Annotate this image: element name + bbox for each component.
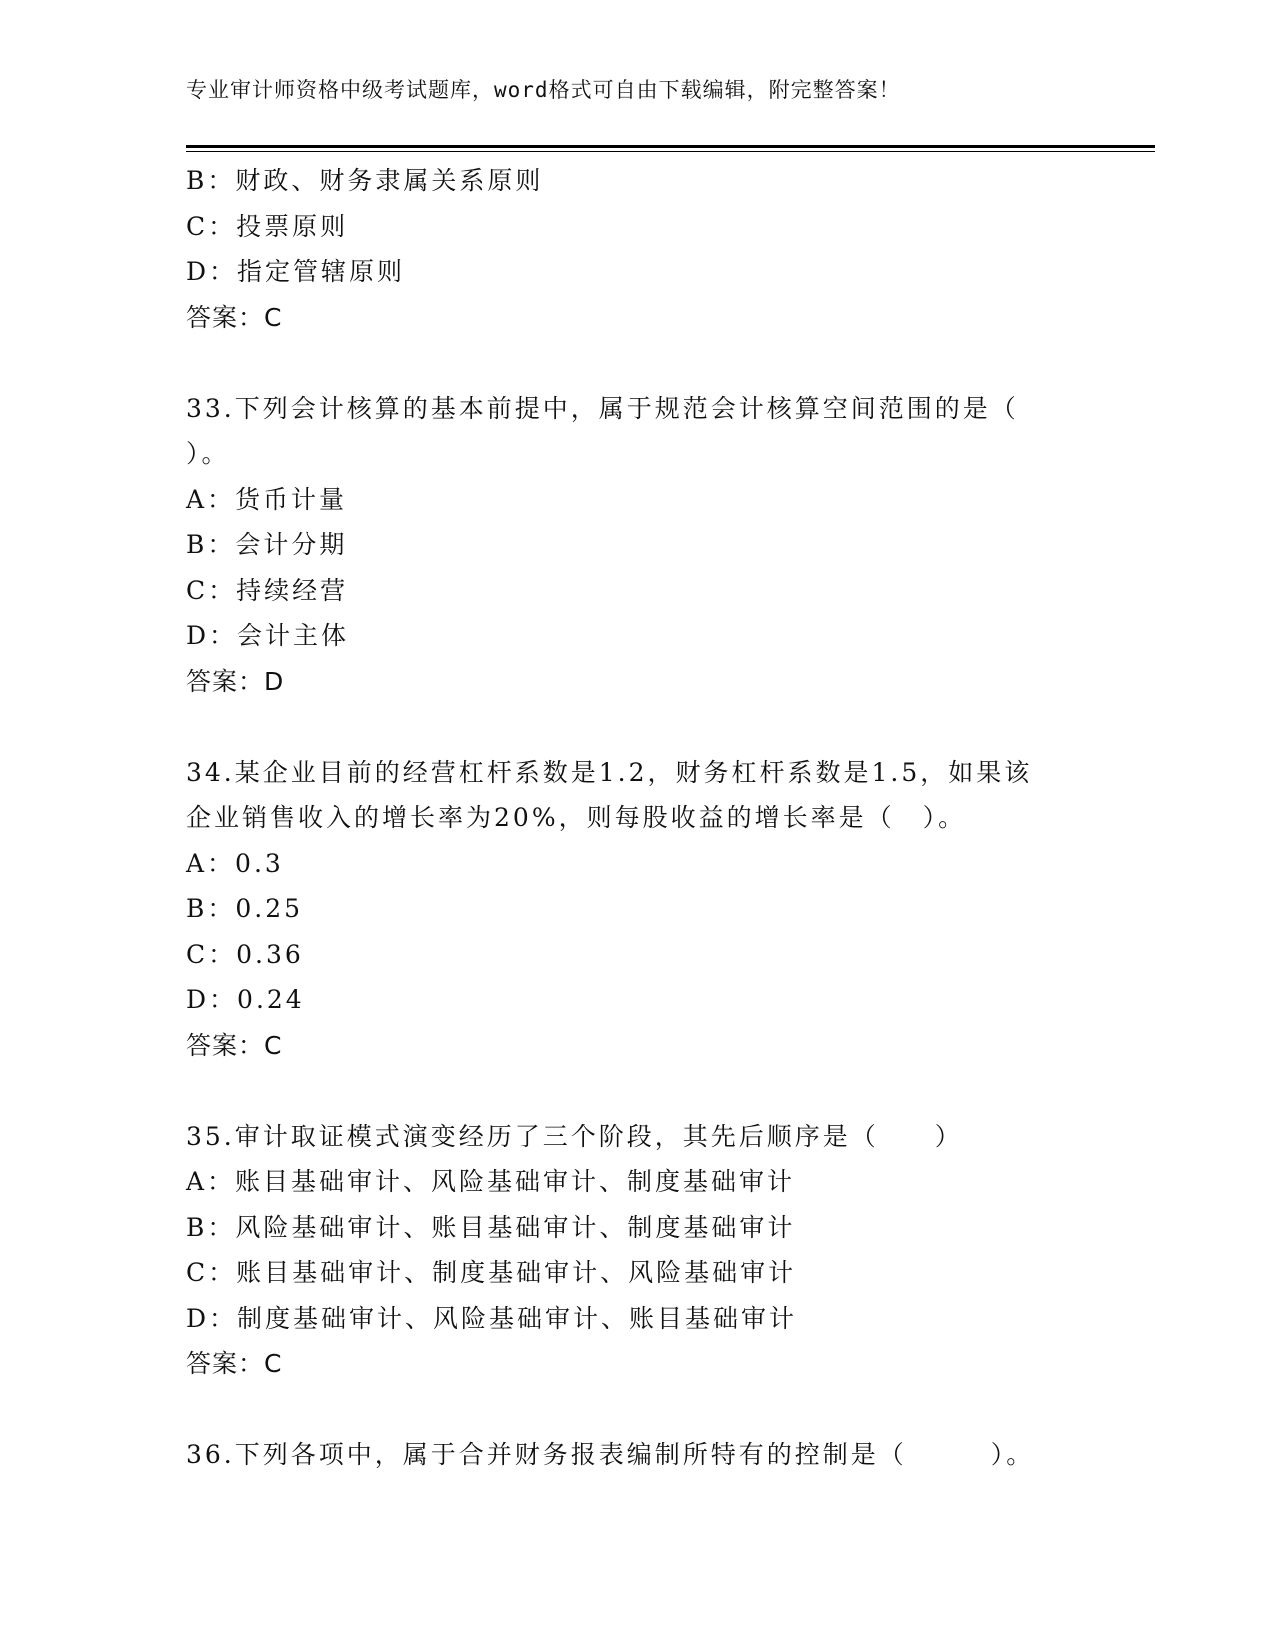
option: D：0.24 — [186, 985, 305, 1014]
answer: 答案：C — [186, 1030, 283, 1060]
option: D：制度基础审计、风险基础审计、账目基础审计 — [186, 1303, 798, 1333]
option: B：0.25 — [186, 894, 304, 923]
header-rule-thick — [186, 145, 1155, 148]
option: B：财政、财务隶属关系原则 — [186, 166, 544, 195]
option: C：0.36 — [186, 939, 304, 969]
question-stem: ）。 — [186, 439, 230, 468]
question-34 — [186, 750, 1066, 1069]
question-stem: 36.下列各项中，属于合并财务报表编制所特有的控制是（ ）。 — [186, 1440, 1035, 1469]
question-stem: 33.下列会计核算的基本前提中，属于规范会计核算空间范围的是（ — [186, 393, 1019, 423]
option: A：货币计量 — [186, 484, 348, 514]
option: C：持续经营 — [186, 575, 349, 605]
option: B：会计分期 — [186, 530, 348, 559]
answer: 答案：C — [186, 1349, 283, 1378]
answer: 答案：C — [186, 302, 283, 332]
option: C：账目基础审计、制度基础审计、风险基础审计 — [186, 1258, 797, 1287]
header-rule-thin — [186, 151, 1155, 152]
option: D：指定管辖原则 — [186, 257, 406, 286]
option: D：会计主体 — [186, 621, 350, 650]
answer: 答案：D — [186, 666, 285, 696]
question-stem: 34.某企业目前的经营杠杆系数是1.2，财务杠杆系数是1.5，如果该 — [186, 757, 1033, 787]
question-35 — [186, 1114, 1066, 1387]
question-stem: 企业销售收入的增长率为20%，则每股收益的增长率是（ ）。 — [186, 803, 967, 832]
question-33 — [186, 386, 1066, 705]
option: A：0.3 — [186, 848, 284, 878]
option: B：风险基础审计、账目基础审计、制度基础审计 — [186, 1212, 796, 1242]
option: C：投票原则 — [186, 211, 349, 241]
page-header: 专业审计师资格中级考试题库，word格式可自由下载编辑，附完整答案！ — [186, 78, 901, 102]
question-list — [186, 158, 1066, 1478]
option: A：账目基础审计、风险基础审计、制度基础审计 — [186, 1167, 796, 1196]
question-36 — [186, 1432, 1066, 1478]
previous-question-tail — [186, 158, 1066, 340]
question-stem: 35.审计取证模式演变经历了三个阶段，其先后顺序是（ ） — [186, 1121, 963, 1151]
